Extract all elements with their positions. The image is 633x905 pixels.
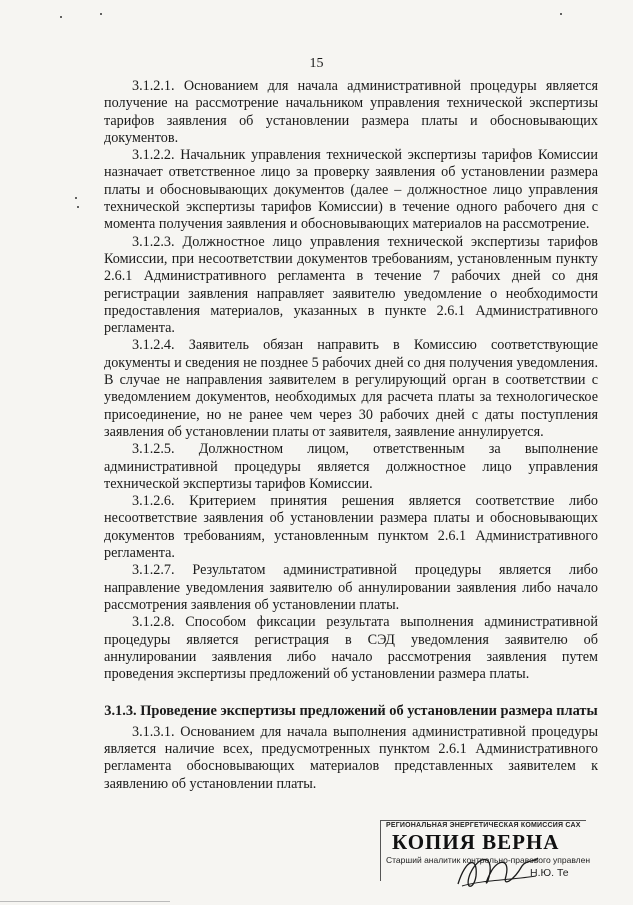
paragraph-3-1-2-3: 3.1.2.3. Должностное лицо управления технической экспертизы тарифов Комиссии, при несоответствии документов требованиям, установленным пункту 2.6.1 Административного регламента в течение 7 рабочих дней со дня регистрации заявления направляет заявителю уведомление о необходимости предоставления материалов, указанных в пункте 2.6.1 Административного регламента. [104, 233, 598, 337]
stamp-organization: РЕГИОНАЛЬНАЯ ЭНЕРГЕТИЧЕСКАЯ КОМИССИЯ САХ [386, 822, 581, 829]
stamp-signatory-name: Н.Ю. Те [530, 867, 569, 879]
paragraph-3-1-2-8: 3.1.2.8. Способом фиксации результата выполнения административной процедуры является регистрация в СЭД уведомления заявителю об аннулировании заявления либо начало рассмотрения заявления путем проведения экспертизы предложений об установлении размера платы. [104, 614, 598, 683]
stamp-title: КОПИЯ ВЕРНА [392, 830, 560, 854]
scan-speck [77, 206, 79, 208]
paragraph-3-1-2-1: 3.1.2.1. Основанием для начала административной процедуры является получение на рассмотрение начальником управления технической экспертизы тарифов заявления об установлении размера платы и обосновывающих документов. [104, 78, 598, 146]
handwritten-signature [452, 850, 542, 894]
section-heading-3-1-3: 3.1.3. Проведение экспертизы предложений об установлении размера платы [104, 703, 598, 720]
bottom-edge-line [0, 901, 170, 902]
page-number: 15 [309, 56, 324, 71]
scan-speck [60, 16, 62, 18]
paragraph-3-1-2-4: 3.1.2.4. Заявитель обязан направить в Комиссию соответствующие документы и сведения не позднее 5 рабочих дней со дня получения уведомления. В случае не направления заявителем в регулирующий орган в соответствии с уведомлением документов, необходимых для расчета платы за технологическое присоединение, но не ранее чем через 30 рабочих дней с даты поступления заявления об установлении платы от заявителя, заявление аннулируется. [104, 337, 598, 440]
scan-speck [560, 13, 562, 15]
paragraph-3-1-2-6: 3.1.2.6. Критерием принятия решения является соответствие либо несоответствие заявления об установлении размера платы и обосновывающих документов требованиям, установленным пунктом 2.6.1 Административного регламента. [104, 493, 598, 562]
paragraph-3-1-2-5: 3.1.2.5. Должностном лицом, ответственным за выполнение административной процедуры является должностное лицо управления технической экспертизы тарифов Комиссии. [104, 441, 598, 492]
stamp-role: Старший аналитик контрольно-правового управлен [386, 855, 591, 865]
paragraph-3-1-2-2: 3.1.2.2. Начальник управления технической экспертизы тарифов Комиссии назначает ответственное лицо за проверку заявления об установлении размера платы и обосновывающих документов (далее – должностное лицо управления технической экспертизы тарифов Комиссии) в течение одного рабочего дня с момента получения заявления и обосновывающих материалов на рассмотрение. [104, 147, 598, 233]
scan-speck [75, 197, 77, 199]
paragraph-3-1-2-7: 3.1.2.7. Результатом административной процедуры является либо направление уведомления заявителю об аннулировании заявления либо начало рассмотрения заявления об установлении платы. [104, 562, 598, 613]
scan-speck [100, 13, 102, 15]
paragraph-3-1-3-1: 3.1.3.1. Основанием для начала выполнения административной процедуры является наличие всех, предусмотренных пунктом 2.6.1 Административного регламента обосновывающих материалов представленных заявителем к заявлению об установлении платы. [104, 723, 598, 792]
document-body [104, 78, 598, 793]
certification-stamp [352, 820, 592, 894]
